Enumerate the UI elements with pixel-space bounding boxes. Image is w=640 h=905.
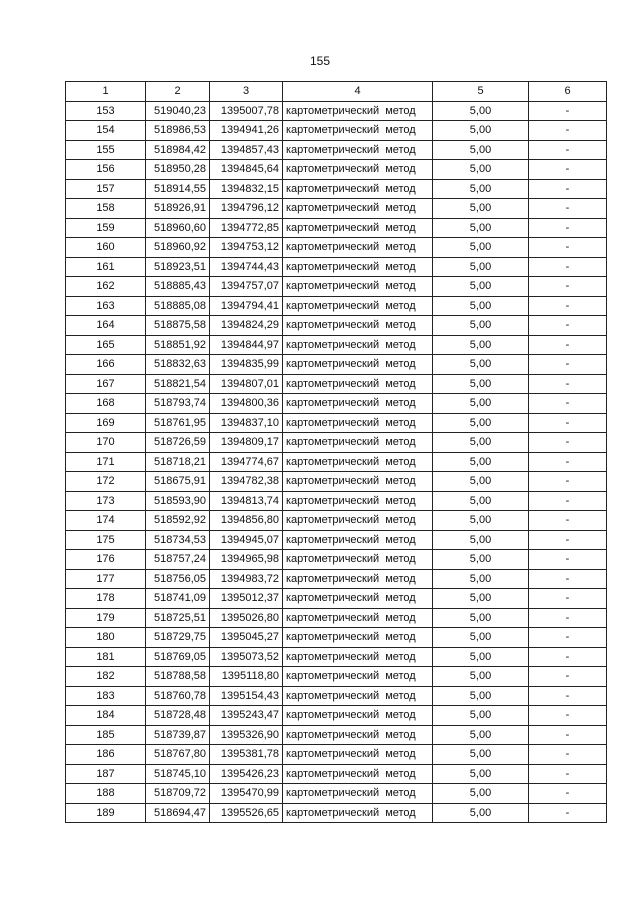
cell-point-number: 157: [66, 179, 146, 199]
cell-coord-y: 1394844,97: [210, 335, 283, 355]
cell-note: -: [529, 238, 607, 258]
cell-coord-x: 518709,72: [146, 784, 210, 804]
cell-coord-x: 518914,55: [146, 179, 210, 199]
cell-coord-x: 518984,42: [146, 140, 210, 160]
cell-accuracy: 5,00: [433, 608, 529, 628]
cell-point-number: 156: [66, 160, 146, 180]
cell-coord-y: 1394965,98: [210, 550, 283, 570]
cell-point-number: 165: [66, 335, 146, 355]
cell-note: -: [529, 472, 607, 492]
cell-coord-y: 1394757,07: [210, 277, 283, 297]
cell-method: картометрический метод: [283, 686, 433, 706]
cell-note: -: [529, 667, 607, 687]
cell-note: -: [529, 530, 607, 550]
cell-note: -: [529, 706, 607, 726]
cell-coord-y: 1395007,78: [210, 101, 283, 121]
cell-accuracy: 5,00: [433, 745, 529, 765]
cell-note: -: [529, 589, 607, 609]
cell-coord-y: 1394835,99: [210, 355, 283, 375]
cell-accuracy: 5,00: [433, 316, 529, 336]
cell-coord-y: 1394753,12: [210, 238, 283, 258]
cell-point-number: 180: [66, 628, 146, 648]
cell-note: -: [529, 511, 607, 531]
cell-coord-x: 518734,53: [146, 530, 210, 550]
table-row: [66, 179, 607, 199]
cell-note: -: [529, 569, 607, 589]
table-row: [66, 725, 607, 745]
cell-method: картометрический метод: [283, 647, 433, 667]
cell-coord-x: 518821,54: [146, 374, 210, 394]
cell-note: -: [529, 784, 607, 804]
table-row: [66, 491, 607, 511]
table-row: [66, 296, 607, 316]
table-row: [66, 394, 607, 414]
cell-note: -: [529, 745, 607, 765]
cell-note: -: [529, 218, 607, 238]
cell-method: картометрический метод: [283, 257, 433, 277]
cell-note: -: [529, 647, 607, 667]
cell-coord-x: 518793,74: [146, 394, 210, 414]
cell-method: картометрический метод: [283, 277, 433, 297]
cell-coord-y: 1395012,37: [210, 589, 283, 609]
column-header: 2: [146, 82, 210, 102]
column-header: 1: [66, 82, 146, 102]
table-row: [66, 667, 607, 687]
cell-coord-y: 1394837,10: [210, 413, 283, 433]
cell-accuracy: 5,00: [433, 647, 529, 667]
table-row: [66, 277, 607, 297]
cell-coord-y: 1395154,43: [210, 686, 283, 706]
table-row: [66, 647, 607, 667]
cell-note: -: [529, 725, 607, 745]
cell-method: картометрический метод: [283, 199, 433, 219]
cell-coord-y: 1394809,17: [210, 433, 283, 453]
cell-note: -: [529, 803, 607, 823]
cell-coord-x: 518960,60: [146, 218, 210, 238]
cell-coord-x: 518726,59: [146, 433, 210, 453]
cell-coord-x: 518761,95: [146, 413, 210, 433]
cell-coord-y: 1395526,65: [210, 803, 283, 823]
cell-coord-y: 1395470,99: [210, 784, 283, 804]
cell-point-number: 183: [66, 686, 146, 706]
cell-note: -: [529, 374, 607, 394]
table-row: [66, 472, 607, 492]
cell-coord-x: 518756,05: [146, 569, 210, 589]
cell-note: -: [529, 121, 607, 141]
cell-method: картометрический метод: [283, 121, 433, 141]
cell-coord-y: 1394845,64: [210, 160, 283, 180]
cell-coord-y: 1395243,47: [210, 706, 283, 726]
cell-coord-x: 518885,43: [146, 277, 210, 297]
cell-coord-x: 518725,51: [146, 608, 210, 628]
table-row: [66, 160, 607, 180]
cell-method: картометрический метод: [283, 101, 433, 121]
table-row: [66, 355, 607, 375]
cell-accuracy: 5,00: [433, 589, 529, 609]
table-row: [66, 101, 607, 121]
cell-accuracy: 5,00: [433, 725, 529, 745]
cell-point-number: 179: [66, 608, 146, 628]
cell-note: -: [529, 277, 607, 297]
cell-note: -: [529, 608, 607, 628]
cell-coord-x: 518718,21: [146, 452, 210, 472]
cell-method: картометрический метод: [283, 296, 433, 316]
cell-coord-y: 1394857,43: [210, 140, 283, 160]
cell-accuracy: 5,00: [433, 238, 529, 258]
cell-note: -: [529, 199, 607, 219]
cell-note: -: [529, 413, 607, 433]
cell-method: картометрический метод: [283, 764, 433, 784]
cell-accuracy: 5,00: [433, 706, 529, 726]
cell-note: -: [529, 433, 607, 453]
cell-point-number: 173: [66, 491, 146, 511]
cell-accuracy: 5,00: [433, 628, 529, 648]
cell-coord-x: 518926,91: [146, 199, 210, 219]
cell-coord-x: 518950,28: [146, 160, 210, 180]
cell-coord-x: 518729,75: [146, 628, 210, 648]
table-row: [66, 413, 607, 433]
cell-point-number: 161: [66, 257, 146, 277]
table-row: [66, 745, 607, 765]
cell-coord-y: 1395026,80: [210, 608, 283, 628]
cell-method: картометрический метод: [283, 530, 433, 550]
cell-coord-x: 518592,92: [146, 511, 210, 531]
cell-method: картометрический метод: [283, 335, 433, 355]
cell-accuracy: 5,00: [433, 140, 529, 160]
cell-method: картометрический метод: [283, 140, 433, 160]
cell-point-number: 168: [66, 394, 146, 414]
cell-method: картометрический метод: [283, 433, 433, 453]
cell-coord-y: 1394796,12: [210, 199, 283, 219]
column-header: 6: [529, 82, 607, 102]
column-header: 3: [210, 82, 283, 102]
cell-coord-x: 518745,10: [146, 764, 210, 784]
cell-note: -: [529, 764, 607, 784]
table-row: [66, 530, 607, 550]
cell-coord-y: 1395118,80: [210, 667, 283, 687]
table-row: [66, 511, 607, 531]
cell-accuracy: 5,00: [433, 160, 529, 180]
cell-coord-y: 1395073,52: [210, 647, 283, 667]
cell-coord-y: 1394856,80: [210, 511, 283, 531]
table-row: [66, 121, 607, 141]
table-row: [66, 803, 607, 823]
cell-accuracy: 5,00: [433, 667, 529, 687]
table-row: [66, 628, 607, 648]
table-row: [66, 238, 607, 258]
cell-method: картометрический метод: [283, 725, 433, 745]
cell-method: картометрический метод: [283, 160, 433, 180]
cell-point-number: 184: [66, 706, 146, 726]
cell-point-number: 155: [66, 140, 146, 160]
cell-note: -: [529, 101, 607, 121]
table-row: [66, 452, 607, 472]
table-row: [66, 433, 607, 453]
cell-coord-y: 1395045,27: [210, 628, 283, 648]
cell-coord-x: 518832,63: [146, 355, 210, 375]
cell-point-number: 169: [66, 413, 146, 433]
cell-coord-y: 1394832,15: [210, 179, 283, 199]
table-row: [66, 140, 607, 160]
cell-coord-y: 1394807,01: [210, 374, 283, 394]
cell-method: картометрический метод: [283, 452, 433, 472]
column-header: 5: [433, 82, 529, 102]
cell-coord-y: 1394744,43: [210, 257, 283, 277]
cell-accuracy: 5,00: [433, 374, 529, 394]
cell-coord-y: 1394813,74: [210, 491, 283, 511]
cell-point-number: 181: [66, 647, 146, 667]
cell-point-number: 163: [66, 296, 146, 316]
table-row: [66, 784, 607, 804]
cell-method: картометрический метод: [283, 511, 433, 531]
coordinates-table: [65, 81, 607, 823]
cell-accuracy: 5,00: [433, 452, 529, 472]
cell-coord-y: 1394772,85: [210, 218, 283, 238]
cell-coord-x: 518741,09: [146, 589, 210, 609]
cell-coord-x: 518960,92: [146, 238, 210, 258]
table-row: [66, 257, 607, 277]
cell-coord-y: 1395326,90: [210, 725, 283, 745]
cell-method: картометрический метод: [283, 589, 433, 609]
table-row: [66, 199, 607, 219]
cell-coord-y: 1394794,41: [210, 296, 283, 316]
cell-note: -: [529, 296, 607, 316]
cell-point-number: 187: [66, 764, 146, 784]
cell-note: -: [529, 394, 607, 414]
cell-method: картометрический метод: [283, 706, 433, 726]
cell-point-number: 188: [66, 784, 146, 804]
cell-note: -: [529, 491, 607, 511]
cell-coord-x: 518757,24: [146, 550, 210, 570]
cell-coord-x: 518986,53: [146, 121, 210, 141]
cell-accuracy: 5,00: [433, 686, 529, 706]
table-row: [66, 764, 607, 784]
cell-note: -: [529, 550, 607, 570]
cell-method: картометрический метод: [283, 803, 433, 823]
cell-point-number: 162: [66, 277, 146, 297]
cell-note: -: [529, 628, 607, 648]
cell-accuracy: 5,00: [433, 296, 529, 316]
cell-coord-x: 518760,78: [146, 686, 210, 706]
cell-coord-y: 1394941,26: [210, 121, 283, 141]
cell-point-number: 176: [66, 550, 146, 570]
table-row: [66, 706, 607, 726]
cell-accuracy: 5,00: [433, 179, 529, 199]
cell-note: -: [529, 335, 607, 355]
cell-coord-y: 1394800,36: [210, 394, 283, 414]
cell-note: -: [529, 316, 607, 336]
cell-coord-x: 518769,05: [146, 647, 210, 667]
table-row: [66, 550, 607, 570]
cell-accuracy: 5,00: [433, 472, 529, 492]
cell-accuracy: 5,00: [433, 335, 529, 355]
cell-note: -: [529, 355, 607, 375]
cell-point-number: 166: [66, 355, 146, 375]
cell-point-number: 172: [66, 472, 146, 492]
cell-coord-y: 1394782,38: [210, 472, 283, 492]
cell-point-number: 158: [66, 199, 146, 219]
cell-point-number: 154: [66, 121, 146, 141]
cell-accuracy: 5,00: [433, 764, 529, 784]
table-header-row: [66, 82, 607, 102]
cell-method: картометрический метод: [283, 355, 433, 375]
cell-method: картометрический метод: [283, 491, 433, 511]
cell-coord-y: 1394824,29: [210, 316, 283, 336]
cell-coord-x: 518694,47: [146, 803, 210, 823]
cell-coord-y: 1394983,72: [210, 569, 283, 589]
cell-accuracy: 5,00: [433, 511, 529, 531]
cell-accuracy: 5,00: [433, 277, 529, 297]
cell-method: картометрический метод: [283, 784, 433, 804]
cell-method: картометрический метод: [283, 667, 433, 687]
cell-coord-x: 519040,23: [146, 101, 210, 121]
cell-note: -: [529, 686, 607, 706]
cell-coord-y: 1395426,23: [210, 764, 283, 784]
cell-point-number: 177: [66, 569, 146, 589]
cell-point-number: 171: [66, 452, 146, 472]
cell-method: картометрический метод: [283, 413, 433, 433]
cell-point-number: 182: [66, 667, 146, 687]
cell-point-number: 170: [66, 433, 146, 453]
cell-accuracy: 5,00: [433, 530, 529, 550]
cell-point-number: 189: [66, 803, 146, 823]
cell-accuracy: 5,00: [433, 355, 529, 375]
cell-coord-x: 518593,90: [146, 491, 210, 511]
cell-note: -: [529, 140, 607, 160]
table-row: [66, 335, 607, 355]
cell-accuracy: 5,00: [433, 803, 529, 823]
column-header: 4: [283, 82, 433, 102]
cell-accuracy: 5,00: [433, 394, 529, 414]
cell-method: картометрический метод: [283, 218, 433, 238]
cell-method: картометрический метод: [283, 472, 433, 492]
cell-accuracy: 5,00: [433, 491, 529, 511]
cell-point-number: 167: [66, 374, 146, 394]
cell-note: -: [529, 179, 607, 199]
cell-coord-x: 518767,80: [146, 745, 210, 765]
table-row: [66, 608, 607, 628]
cell-accuracy: 5,00: [433, 121, 529, 141]
cell-method: картометрический метод: [283, 745, 433, 765]
cell-point-number: 178: [66, 589, 146, 609]
table-row: [66, 686, 607, 706]
cell-accuracy: 5,00: [433, 569, 529, 589]
cell-point-number: 186: [66, 745, 146, 765]
cell-accuracy: 5,00: [433, 413, 529, 433]
cell-method: картометрический метод: [283, 569, 433, 589]
cell-method: картометрический метод: [283, 628, 433, 648]
table-body: [66, 101, 607, 823]
table-row: [66, 316, 607, 336]
cell-point-number: 175: [66, 530, 146, 550]
table-row: [66, 374, 607, 394]
cell-accuracy: 5,00: [433, 218, 529, 238]
cell-method: картометрический метод: [283, 550, 433, 570]
page-number: 155: [309, 54, 331, 68]
cell-method: картометрический метод: [283, 394, 433, 414]
cell-coord-x: 518875,58: [146, 316, 210, 336]
cell-note: -: [529, 452, 607, 472]
cell-accuracy: 5,00: [433, 433, 529, 453]
cell-method: картометрический метод: [283, 374, 433, 394]
cell-point-number: 153: [66, 101, 146, 121]
cell-accuracy: 5,00: [433, 784, 529, 804]
cell-method: картометрический метод: [283, 316, 433, 336]
cell-coord-x: 518728,48: [146, 706, 210, 726]
cell-coord-x: 518675,91: [146, 472, 210, 492]
cell-coord-x: 518885,08: [146, 296, 210, 316]
cell-accuracy: 5,00: [433, 550, 529, 570]
cell-method: картометрический метод: [283, 179, 433, 199]
cell-coord-x: 518788,58: [146, 667, 210, 687]
cell-method: картометрический метод: [283, 238, 433, 258]
cell-point-number: 174: [66, 511, 146, 531]
table-row: [66, 218, 607, 238]
cell-coord-x: 518923,51: [146, 257, 210, 277]
cell-accuracy: 5,00: [433, 257, 529, 277]
cell-accuracy: 5,00: [433, 199, 529, 219]
table-row: [66, 589, 607, 609]
cell-point-number: 159: [66, 218, 146, 238]
cell-point-number: 185: [66, 725, 146, 745]
cell-note: -: [529, 257, 607, 277]
cell-accuracy: 5,00: [433, 101, 529, 121]
table-row: [66, 569, 607, 589]
cell-point-number: 164: [66, 316, 146, 336]
cell-coord-x: 518739,87: [146, 725, 210, 745]
cell-point-number: 160: [66, 238, 146, 258]
cell-coord-x: 518851,92: [146, 335, 210, 355]
cell-coord-y: 1395381,78: [210, 745, 283, 765]
cell-method: картометрический метод: [283, 608, 433, 628]
cell-coord-y: 1394945,07: [210, 530, 283, 550]
cell-note: -: [529, 160, 607, 180]
cell-coord-y: 1394774,67: [210, 452, 283, 472]
